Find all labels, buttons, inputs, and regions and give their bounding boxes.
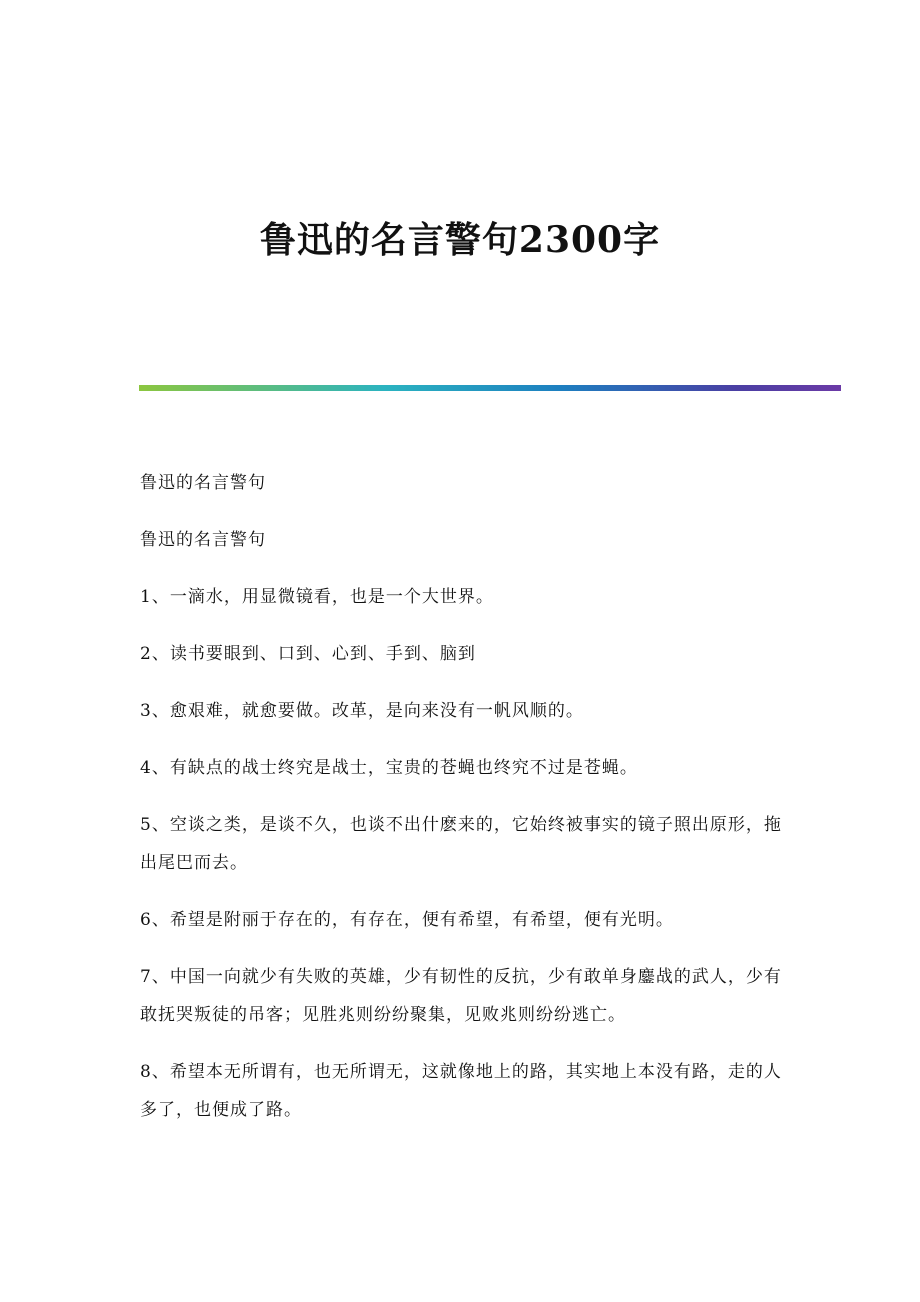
quote-7: 7、中国一向就少有失败的英雄，少有韧性的反抗，少有敢单身鏖战的武人，少有敢抚哭叛徒的吊客；见胜兆则纷纷聚集，见败兆则纷纷逃亡。 xyxy=(140,967,782,1025)
quote-2: 2、读书要眼到、口到、心到、手到、脑到 xyxy=(140,644,476,664)
document-title: 鲁迅的名言警句2300字 xyxy=(259,219,661,261)
gradient-divider xyxy=(139,385,841,391)
quote-1: 1、一滴水，用显微镜看，也是一个大世界。 xyxy=(140,587,494,607)
section-subheading: 鲁迅的名言警句 xyxy=(140,530,266,550)
document-body xyxy=(140,464,790,1148)
quote-3: 3、愈艰难，就愈要做。改革，是向来没有一帆风顺的。 xyxy=(140,701,584,721)
quote-8: 8、希望本无所谓有，也无所谓无，这就像地上的路，其实地上本没有路，走的人多了，也便成了路。 xyxy=(140,1062,782,1120)
quote-6: 6、希望是附丽于存在的，有存在，便有希望，有希望，便有光明。 xyxy=(140,910,674,930)
section-heading: 鲁迅的名言警句 xyxy=(140,473,266,493)
quote-4: 4、有缺点的战士终究是战士，宝贵的苍蝇也终究不过是苍蝇。 xyxy=(140,758,638,778)
quote-5: 5、空谈之类，是谈不久，也谈不出什麽来的，它始终被事实的镜子照出原形，拖出尾巴而去。 xyxy=(140,815,782,873)
